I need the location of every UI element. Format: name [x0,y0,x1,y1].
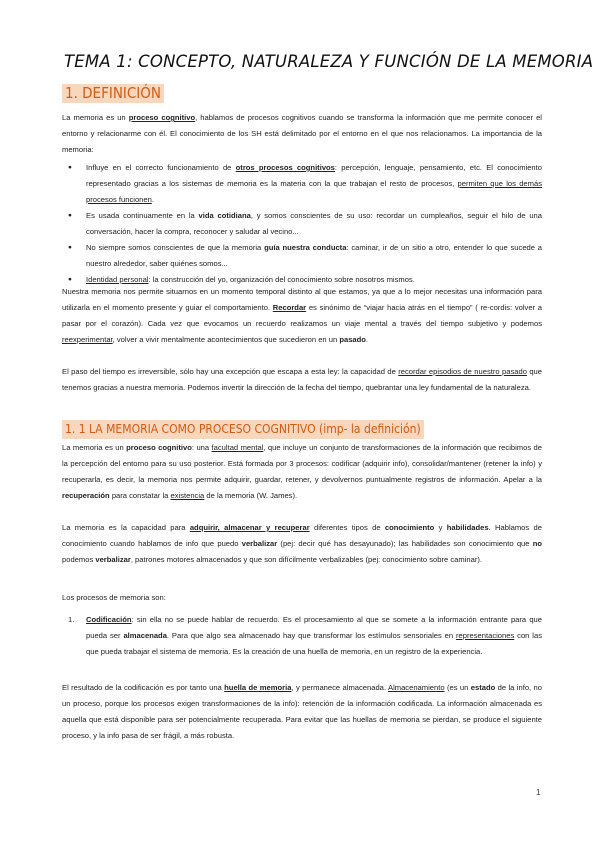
emphasis: recuperación [62,491,110,500]
emphasis: conocimiento [384,523,435,532]
paragraph-procesos: Los procesos de memoria son: [62,593,166,602]
emphasis: Recordar [272,303,307,312]
text: No siempre somos conscientes de que la memoria [86,243,265,252]
page-title: TEMA 1: CONCEPTO, NATURALEZA Y FUNCIÓN DE LA MEMORIA [64,52,594,71]
text: . [365,335,369,344]
emphasis: adquirir, almacenar y recuperar [189,523,310,532]
text: Nuestra memoria nos permite situarnos en un momento temporal distinto al que estamos, ya que a lo mejor necesitas una información para utilizarla en el momento presente y guiar el comportamiento. [62,287,542,312]
emphasis: guía nuestra conducta [264,243,347,252]
list-number: 1. [68,615,75,624]
underline-text: Identidad personal [86,275,149,284]
text: . Hablamos de conocimiento cuando hablamos de info que puedo [62,523,542,548]
text: diferentes tipos de [309,523,385,532]
text: (es un [444,683,471,692]
paragraph-capacidad [62,520,542,568]
text: : una [191,443,212,452]
underline-text: existencia [170,491,205,500]
page-number: 1 [536,788,541,797]
emphasis: vida cotidiana [198,211,251,220]
underline-text: recordar episodios de nuestro pasado [398,367,527,376]
emphasis: otros procesos cognitivos [235,163,335,172]
text: Es usada continuamente en la [86,211,199,220]
section-heading-proceso-cognitivo: 1. 1 LA MEMORIA COMO PROCESO COGNITIVO (imp- la definición) [62,420,424,439]
emphasis: proceso cognitivo [126,443,192,452]
text: , patrones motores almacenados y que son difícilmente verbalizables (pej: conocimiento sobre caminar). [130,555,483,564]
text: . [151,195,154,204]
emphasis: verbalizar [241,539,278,548]
emphasis: pasado [339,335,366,344]
emphasis: no [532,539,543,548]
text: y [434,523,447,532]
emphasis: proceso cognitivo [128,113,196,122]
text: : caminar, ir de un sitio a otro, entender lo que sucede a nuestro alrededor, saber quiénes somos... [86,243,543,268]
emphasis: almacenada [123,631,167,640]
text: para constatar la [109,491,171,500]
text: , que incluye un conjunto de transformaciones de la información que recibimos de la percepción del entorno para su uso posterior. Está formada por 3 procesos: codificar (adquirir info), consolidar/mantener (retener la info) y recuperarla, es decir, la memoria nos permite adquirir, guardar, retener, y devolvernos puntualmente registros de información. Apelar a la [62,443,543,484]
text: podemos [62,555,96,564]
list-item [62,160,542,208]
underline-text: permiten que los demás procesos funcionen [86,179,542,204]
text: es sinónimo de “viajar hacia atrás en el tiempo” ( re-cordis: volver a pasar por el corazón). Cada vez que evocamos un recuerdo realizamos un viaje mental a través del tiempo subjetivo y podemos [62,303,542,328]
list-item [62,612,542,660]
underline-text: representaciones [456,631,515,640]
text: , y somos conscientes de su uso: recordar un cumpleaños, seguir el hilo de una conversación, hacer la compra, reconocer y saludar al vecino... [86,211,542,236]
text: : sin ella no se puede hablar de recuerdo. Es el procesamiento al que se somete a la información entrante para que pueda ser [86,615,542,640]
text: (pej: decir qué has desayunado); las habilidades son conocimiento que [277,539,533,548]
text: El resultado de la codificación es por tanto una [62,683,225,692]
list-item [62,208,542,240]
section-heading-definicion: 1. DEFINICIÓN [62,84,164,103]
text: La memoria es un [62,113,129,122]
paragraph-almacenamiento [62,680,542,744]
underline-text: facultad mental [211,443,264,452]
text: La memoria es la capacidad para [62,523,190,532]
emphasis: Codificación [86,615,132,624]
text: , hablamos de procesos cognitivos cuando se transforma la información que me permite conocer el entorno y relacionarme con él. El conocimiento de los SH está delimitado por el entorno en el que nos relacionamos. La importancia de la memoria: [62,113,542,154]
underline-text: reexperimentar [62,335,113,344]
paragraph-proceso-cognitivo [62,440,542,504]
text: con las que pueda trabajar el sistema de memoria. Es la creación de una huella de memoria, en un registro de la experiencia. [86,631,543,656]
list-item [62,240,542,272]
text: La memoria es un [62,443,127,452]
emphasis: estado [470,683,496,692]
emphasis: habilidades [446,523,489,532]
text: Influye en el correcto funcionamiento de [86,163,236,172]
text: : percepción, lenguaje, pensamiento, etc. El conocimiento representado gracias a los sistemas de memoria es la materia con la que trabajan el resto de procesos, [86,163,542,188]
underline-text: Almacenamiento [388,683,445,692]
text: El paso del tiempo es irreversible, sólo hay una excepción que escapa a esta ley: la capacidad de [62,367,399,376]
text: que tenemos gracias a nuestra memoria. Podemos invertir la dirección de la fecha del tiempo, quebrantar una ley fundamental de la naturaleza. [62,367,542,392]
text: de la info, no un proceso, porque los procesos exigen transformaciones de la info): retención de la información codificada. La información almacenada es aquella que está disponible para ser potencialmente recuperada. Para evitar que las huellas de memoria se pierdan, se produce el siguiente proceso, y la info pasa de ser frágil, a más robusta. [62,683,542,740]
process-list [62,612,542,660]
paragraph-recordar [62,284,542,348]
emphasis: verbalizar [95,555,131,564]
text: , y permanece almacenada. [291,683,388,692]
text: : la construcción del yo, organización del conocimiento sobre nosotros mismos. [148,275,415,284]
importance-list [62,160,542,288]
paragraph-tiempo [62,364,542,396]
emphasis: huella de memoria [224,683,292,692]
text: . Para que algo sea almacenado hay que transformar los estímulos sensoriales en [166,631,457,640]
text: , volver a vivir mentalmente acontecimientos que sucedieron en un [112,335,340,344]
paragraph-intro [62,110,542,158]
text: de la memoria (W. James). [204,491,298,500]
